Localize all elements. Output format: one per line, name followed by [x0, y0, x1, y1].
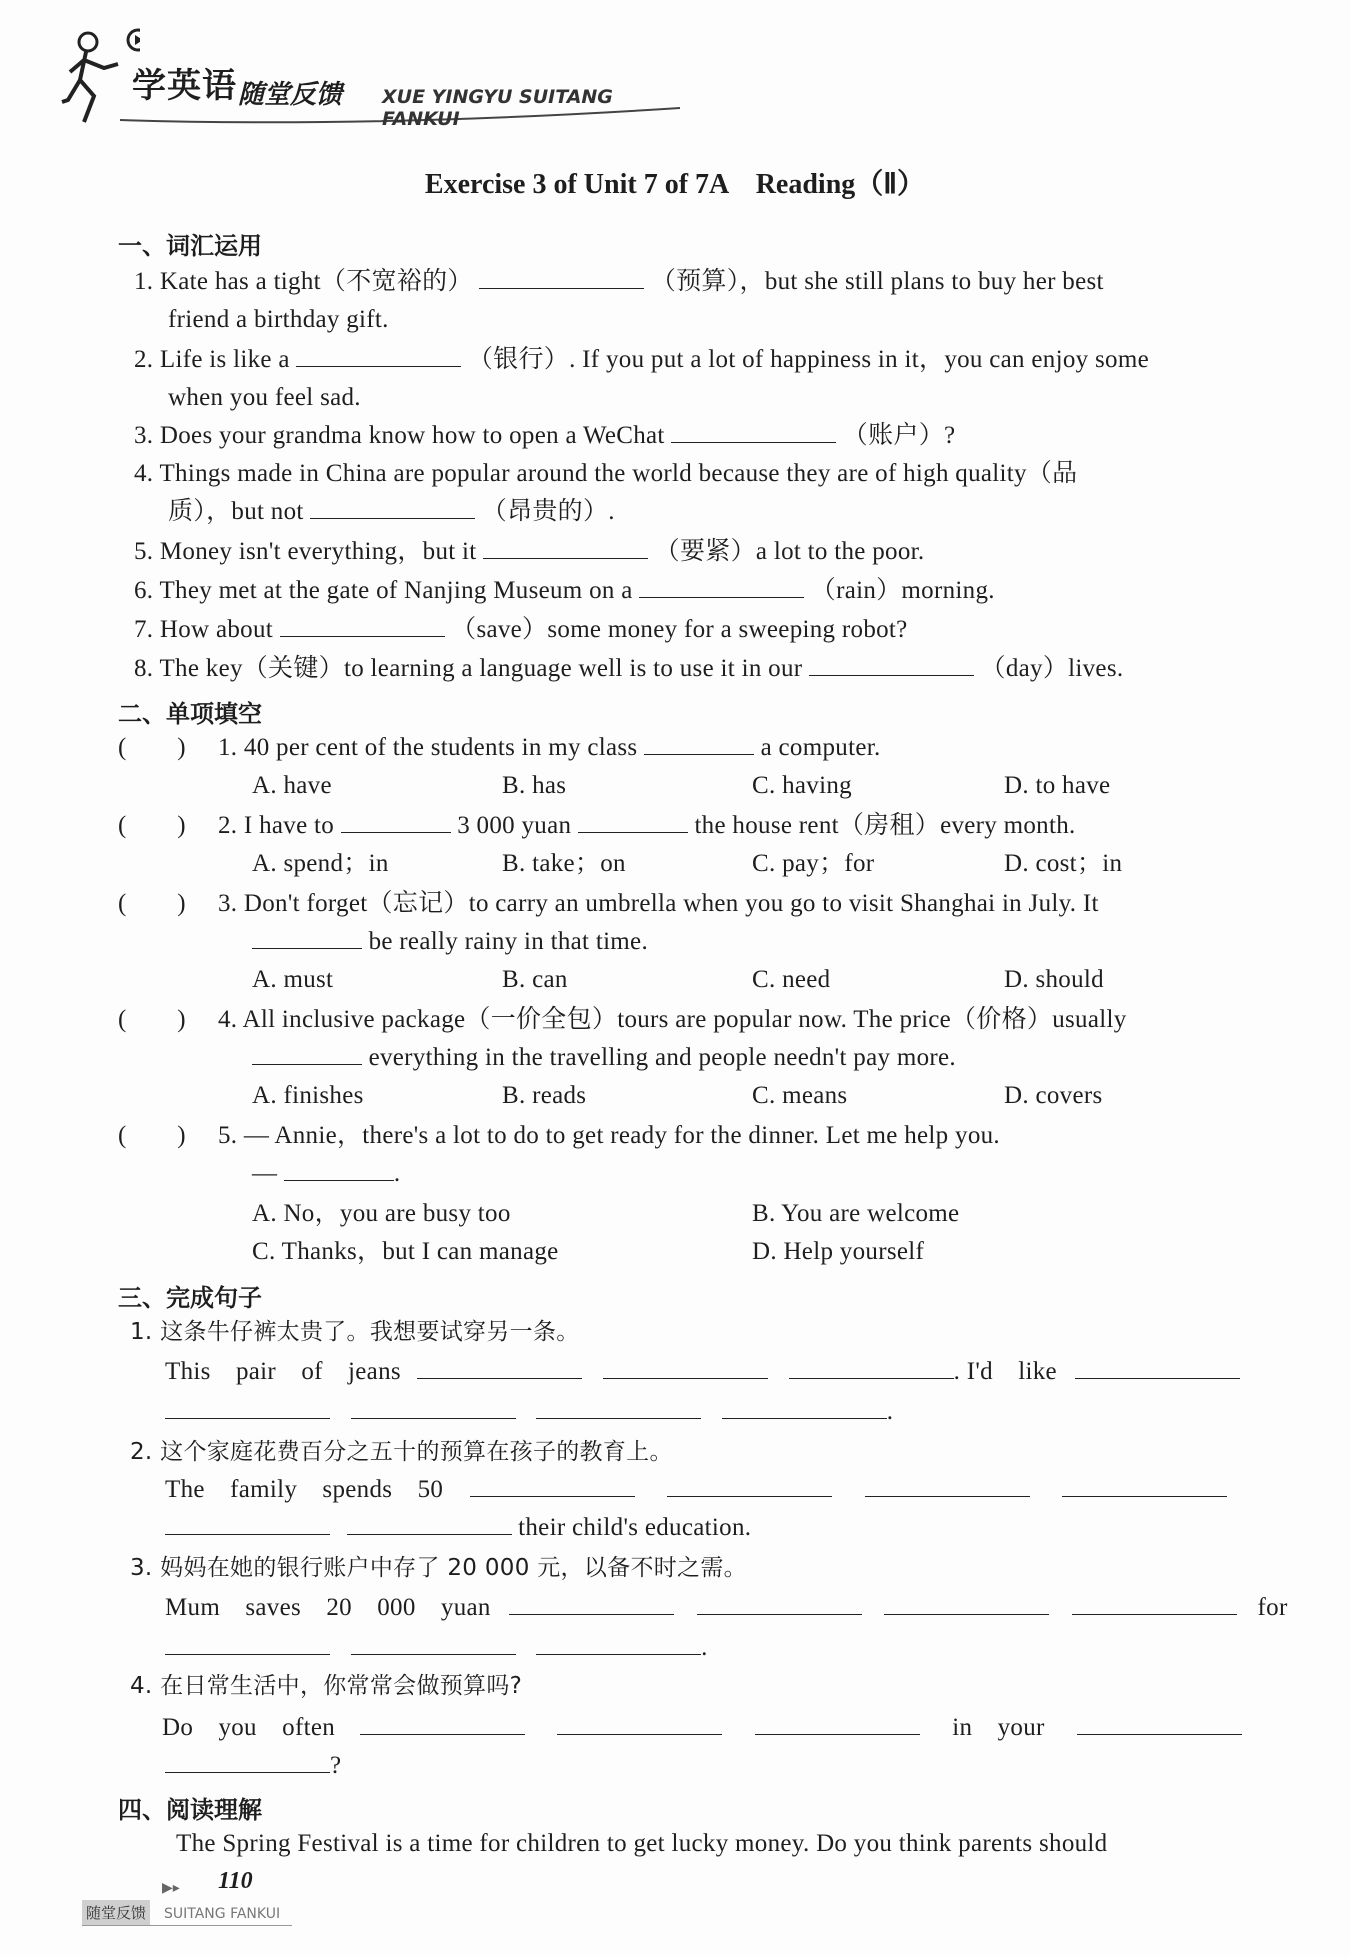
sentence-q4-chinese: 4. 在日常生活中，你常常会做预算吗? [130, 1673, 523, 1699]
sentence-q3-blank-2[interactable] [697, 1592, 862, 1615]
mc-q4-paren[interactable]: ( ) [118, 1006, 186, 1033]
vocab-q8-blank[interactable] [809, 653, 974, 676]
sentence-q3-chinese: 3. 妈妈在她的银行账户中存了 20 000 元，以备不时之需。 [130, 1555, 747, 1581]
mc-q5-paren[interactable]: ( ) [118, 1122, 186, 1149]
mc-q1-option-a[interactable]: A. have [252, 772, 332, 799]
vocab-q5-text: 5. Money isn't everything，but it [134, 538, 477, 565]
mc-q3-blank [252, 926, 362, 949]
sentence-q3-blank-4[interactable] [1072, 1592, 1237, 1615]
mc-q4-blank [252, 1042, 362, 1065]
vocab-q3-hint: （账户）? [842, 422, 956, 449]
mc-q4-option-d[interactable]: D. covers [1004, 1082, 1103, 1109]
header [60, 28, 680, 138]
play-arrows-icon: ▶▸ [162, 1880, 180, 1896]
vocab-q1-line2: friend a birthday gift. [168, 306, 389, 333]
vocab-q4-line1: 4. Things made in China are popular around the world because they are of high quality（品 [134, 460, 1078, 487]
vocab-q6-blank[interactable] [639, 575, 804, 598]
sentence-q1-blank-4[interactable] [1075, 1356, 1240, 1379]
reading-paragraph: The Spring Festival is a time for children to get lucky money. Do you think parents should [176, 1830, 1108, 1857]
mc-q2-option-a[interactable]: A. spend；in [252, 850, 389, 877]
sentence-q3-line1 [165, 1592, 1288, 1624]
brand-title: 学英语 [132, 66, 237, 106]
mc-q1-paren[interactable]: ( ) [118, 734, 186, 761]
sentence-q2-line2 [165, 1512, 751, 1544]
mc-q4-stem: 4. All inclusive package（一价全包）tours are popular now. The price（价格）usually [218, 1006, 1127, 1033]
vocab-q2-hint: （银行）. If you put a lot of happiness in it，you can enjoy some [467, 346, 1149, 373]
sentence-q1-blank-8[interactable] [722, 1396, 887, 1419]
vocab-q7-hint: （save）some money for a sweeping robot? [451, 616, 908, 643]
sentence-q2-blank-4[interactable] [1062, 1474, 1227, 1497]
mc-q2-option-d[interactable]: D. cost；in [1004, 850, 1123, 877]
vocab-q6-hint: （rain）morning. [810, 577, 995, 604]
sentence-q3-text-for: for [1257, 1594, 1288, 1621]
vocab-q5-blank[interactable] [483, 536, 648, 559]
sentence-q3-blank-6[interactable] [351, 1632, 516, 1655]
sentence-q3-blank-7[interactable] [536, 1632, 701, 1655]
mc-q2-stem [218, 810, 1076, 842]
vocab-q8-hint: （day）lives. [980, 655, 1124, 682]
vocab-q2-line2: when you feel sad. [168, 384, 361, 411]
sentence-q3-blank-3[interactable] [884, 1592, 1049, 1615]
vocab-q2-blank[interactable] [296, 344, 461, 367]
vocab-q4-text: 质），but not [168, 498, 304, 525]
footer-pinyin: SUITANG FANKUI [164, 1906, 281, 1922]
mc-q5-blank [284, 1158, 394, 1181]
sentence-q3-line2: . [165, 1632, 708, 1664]
sentence-q2-blank-3[interactable] [865, 1474, 1030, 1497]
sentence-q4-text: Do you often [162, 1714, 336, 1741]
sentence-q2-blank-2[interactable] [667, 1474, 832, 1497]
section-mc-heading: 二、单项填空 [118, 700, 262, 728]
sentence-q1-blank-2[interactable] [603, 1356, 768, 1379]
sentence-q1-blank-6[interactable] [351, 1396, 516, 1419]
vocab-q1-line1 [134, 266, 1104, 298]
mc-q3-paren[interactable]: ( ) [118, 890, 186, 917]
brand-subtitle: 随堂反馈 [238, 80, 343, 110]
mc-q4-option-c[interactable]: C. means [752, 1082, 848, 1109]
sentence-q1-blank-3[interactable] [789, 1356, 954, 1379]
mc-q2-text: 2. I have to [218, 812, 335, 839]
mc-q2-text-mid: 3 000 yuan [457, 812, 572, 839]
mc-q5-dash: — [252, 1160, 278, 1187]
vocab-q4-hint: （昂贵的）. [481, 498, 615, 525]
mc-q4-stem-2 [252, 1042, 956, 1074]
mc-q2-text-end: the house rent（房租）every month. [694, 812, 1076, 839]
vocab-q2-text: 2. Life is like a [134, 346, 290, 373]
footer-badge: 随堂反馈 [82, 1900, 150, 1925]
mc-q5-stem: 5. — Annie，there's a lot to do to get ready for the dinner. Let me help you. [218, 1122, 1000, 1149]
sentence-q1-text-mid: . I'd like [953, 1358, 1057, 1385]
mc-q4-option-a[interactable]: A. finishes [252, 1082, 364, 1109]
vocab-q6-line [134, 575, 995, 607]
sentence-q2-line1 [165, 1474, 1227, 1506]
mc-q5-reply: — . [252, 1160, 401, 1187]
sentence-q4-line1 [162, 1712, 1242, 1744]
brand-pinyin: XUE YINGYU SUITANG FANKUI [382, 86, 613, 130]
vocab-q3-text: 3. Does your grandma know how to open a WeChat [134, 422, 665, 449]
sentence-q2-text: The family spends 50 [165, 1476, 444, 1503]
sentence-q4-blank-5[interactable] [165, 1750, 330, 1773]
sentence-q4-blank-3[interactable] [755, 1712, 920, 1735]
vocab-q3-blank[interactable] [671, 420, 836, 443]
mc-q1-stem [218, 732, 881, 764]
mc-q3-option-d[interactable]: D. should [1004, 966, 1104, 993]
mc-q3-option-c[interactable]: C. need [752, 966, 831, 993]
sentence-q3-blank-1[interactable] [509, 1592, 674, 1615]
sentence-q1-line2: . [165, 1396, 893, 1428]
mc-q5-option-a[interactable]: A. No，you are busy too [252, 1200, 511, 1227]
sentence-q2-blank-1[interactable] [470, 1474, 635, 1497]
mc-q2-option-c[interactable]: C. pay；for [752, 850, 875, 877]
section-sentences-heading: 三、完成句子 [118, 1284, 262, 1312]
vocab-q1-hint: （预算），but she still plans to buy her best [650, 268, 1104, 295]
footer-divider [82, 1925, 292, 1926]
mc-q5-option-c[interactable]: C. Thanks，but I can manage [252, 1238, 559, 1265]
mc-q1-text-end: a computer. [760, 734, 881, 761]
vocab-q8-text: 8. The key（关键）to learning a language well is to use it in our [134, 655, 803, 682]
mc-q2-option-b[interactable]: B. take；on [502, 850, 626, 877]
mc-q3-text-end: be really rainy in that time. [368, 928, 649, 955]
sentence-q2-text-end: their child's education. [518, 1514, 752, 1541]
mc-q5-option-b[interactable]: B. You are welcome [752, 1200, 960, 1227]
mc-q1-option-d[interactable]: D. to have [1004, 772, 1111, 799]
vocab-q5-line [134, 536, 924, 568]
sentence-q1-blank-5[interactable] [165, 1396, 330, 1419]
mc-q3-option-a[interactable]: A. must [252, 966, 334, 993]
mc-q1-blank [644, 732, 754, 755]
section-vocab-heading: 一、词汇运用 [118, 232, 262, 260]
vocab-q6-text: 6. They met at the gate of Nanjing Museum on a [134, 577, 633, 604]
sentence-q2-chinese: 2. 这个家庭花费百分之五十的预算在孩子的教育上。 [130, 1439, 673, 1465]
sentence-q1-chinese: 1. 这条牛仔裤太贵了。我想要试穿另一条。 [130, 1319, 580, 1345]
vocab-q7-line [134, 614, 908, 646]
mc-q2-paren[interactable]: ( ) [118, 812, 186, 839]
sentence-q1-line1 [165, 1356, 1240, 1388]
section-reading-heading: 四、阅读理解 [118, 1796, 262, 1824]
sentence-q4-text-in: in your [952, 1714, 1045, 1741]
mc-q5-option-d[interactable]: D. Help yourself [752, 1238, 925, 1265]
mc-q3-stem-2 [252, 926, 648, 958]
mc-q3-option-b[interactable]: B. can [502, 966, 568, 993]
vocab-q7-text: 7. How about [134, 616, 274, 643]
vocab-q2-line1 [134, 344, 1149, 376]
mc-q1-text: 1. 40 per cent of the students in my class [218, 734, 638, 761]
vocab-q3-line [134, 420, 955, 452]
mc-q4-option-b[interactable]: B. reads [502, 1082, 587, 1109]
vocab-q4-line2 [168, 496, 615, 528]
vocab-q1-text: 1. Kate has a tight（不宽裕的） [134, 268, 473, 295]
mc-q1-option-c[interactable]: C. having [752, 772, 852, 799]
page-number: 110 [218, 1868, 253, 1894]
sentence-q1-blank-7[interactable] [536, 1396, 701, 1419]
mc-q2-blank-2 [578, 810, 688, 833]
vocab-q8-line [134, 653, 1123, 685]
mc-q2-blank-1 [341, 810, 451, 833]
sentence-q4-blank-2[interactable] [557, 1712, 722, 1735]
sentence-q1-blank-1[interactable] [417, 1356, 582, 1379]
sentence-q3-blank-5[interactable] [165, 1632, 330, 1655]
vocab-q1-blank[interactable] [479, 266, 644, 289]
sentence-q3-text: Mum saves 20 000 yuan [165, 1594, 491, 1621]
mc-q3-stem: 3. Don't forget（忘记）to carry an umbrella when you go to visit Shanghai in July. It [218, 890, 1099, 917]
vocab-q7-blank[interactable] [280, 614, 445, 637]
sentence-q4-line2 [165, 1750, 341, 1782]
mc-q1-option-b[interactable]: B. has [502, 772, 567, 799]
sentence-q2-blank-6[interactable] [347, 1512, 512, 1535]
mc-q4-text-end: everything in the travelling and people needn't pay more. [368, 1044, 956, 1071]
sentence-q4-text-end: ? [330, 1752, 342, 1779]
vocab-q5-hint: （要紧）a lot to the poor. [654, 538, 925, 565]
sentence-q4-blank-4[interactable] [1077, 1712, 1242, 1735]
sentence-q4-blank-1[interactable] [360, 1712, 525, 1735]
sentence-q1-text: This pair of jeans [165, 1358, 401, 1385]
vocab-q4-blank[interactable] [310, 496, 475, 519]
page-title: Exercise 3 of Unit 7 of 7A Reading（Ⅱ） [424, 169, 926, 200]
sentence-q2-blank-5[interactable] [165, 1512, 330, 1535]
